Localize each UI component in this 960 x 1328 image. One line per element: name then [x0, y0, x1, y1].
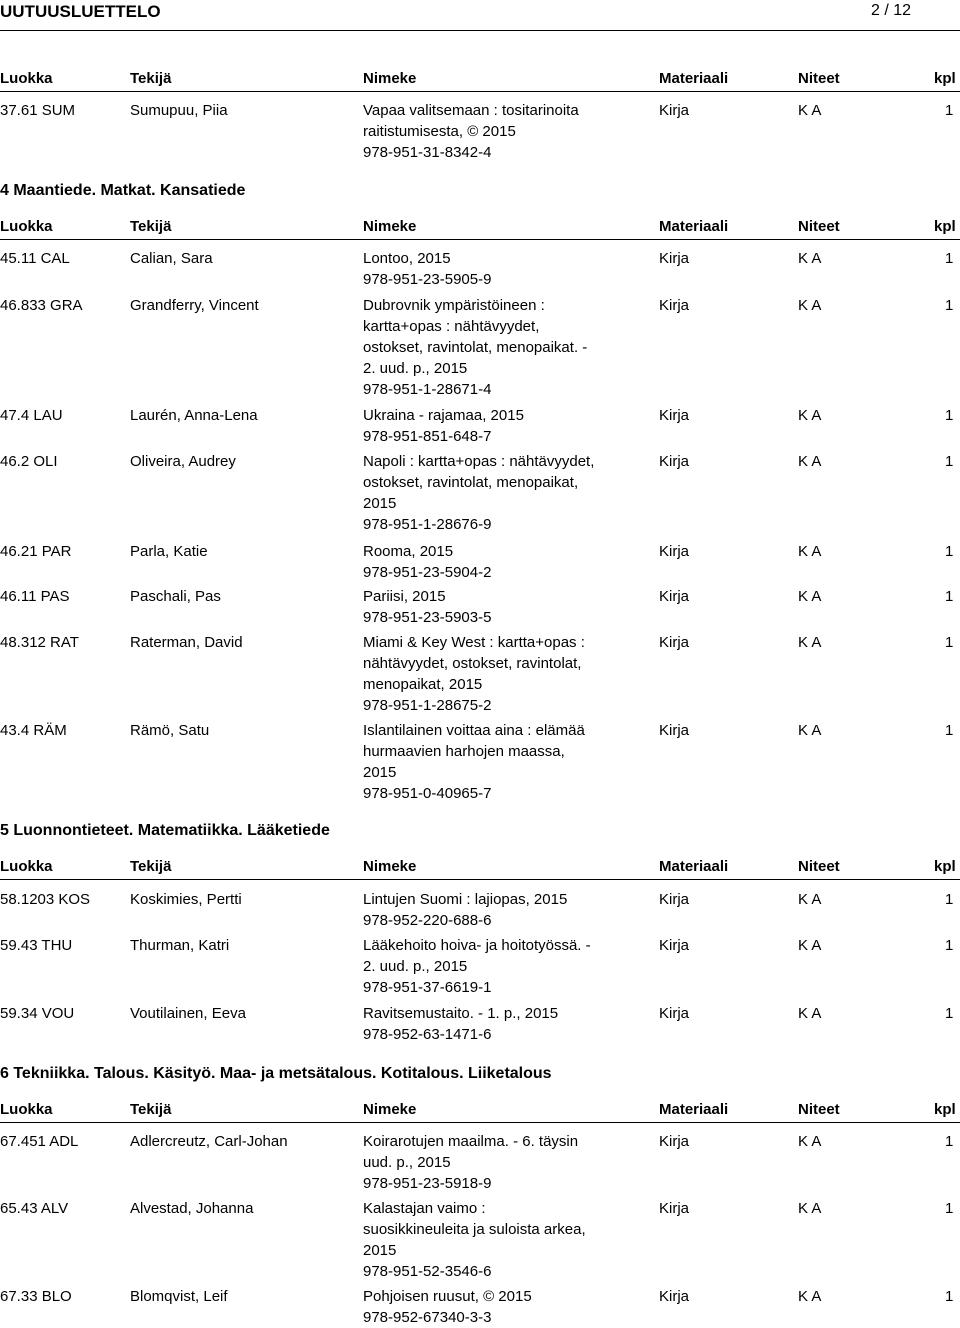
document-title: UUTUUSLUETTELO [0, 2, 161, 21]
copy-count: 1 [945, 543, 954, 560]
copies-location: K A [798, 250, 822, 267]
title-rule [0, 30, 960, 31]
class-code: 67.33 BLO [0, 1288, 72, 1305]
page-number: 2 [871, 2, 880, 19]
author: Blomqvist, Leif [130, 1288, 228, 1305]
copy-count: 1 [945, 891, 954, 908]
isbn: 978-951-23-5903-5 [363, 609, 492, 626]
copies-location: K A [798, 543, 822, 560]
class-code: 65.43 ALV [0, 1200, 69, 1217]
copies-location: K A [798, 722, 822, 739]
material: Kirja [659, 407, 690, 424]
material: Kirja [659, 297, 690, 314]
author: Voutilainen, Eeva [130, 1005, 246, 1022]
column-header-kpl: kpl [934, 70, 956, 87]
title-line: nähtävyydet, ostokset, ravintolat, [363, 655, 582, 672]
title-line: menopaikat, 2015 [363, 676, 483, 693]
title-line: 2015 [363, 495, 397, 512]
copy-count: 1 [945, 102, 954, 119]
copies-location: K A [798, 588, 822, 605]
isbn: 978-951-23-5905-9 [363, 271, 492, 288]
material: Kirja [659, 722, 690, 739]
column-header-kpl: kpl [934, 1101, 956, 1118]
title-line: Dubrovnik ympäristöineen : [363, 297, 545, 314]
title-line: kartta+opas : nähtävyydet, [363, 318, 540, 335]
column-header-niteet: Niteet [798, 1101, 840, 1118]
class-code: 58.1203 KOS [0, 891, 91, 908]
copies-location: K A [798, 1200, 822, 1217]
isbn: 978-951-52-3546-6 [363, 1263, 492, 1280]
title-line: raitistumisesta, © 2015 [363, 123, 516, 140]
page-total: 12 [893, 2, 912, 19]
material: Kirja [659, 937, 690, 954]
column-header-nimeke: Nimeke [363, 70, 417, 87]
column-header-nimeke: Nimeke [363, 218, 417, 235]
title-line: Lontoo, 2015 [363, 250, 451, 267]
copy-count: 1 [945, 588, 954, 605]
author: Laurén, Anna-Lena [130, 407, 258, 424]
author: Alvestad, Johanna [130, 1200, 254, 1217]
column-header-nimeke: Nimeke [363, 1101, 417, 1118]
title-line: uud. p., 2015 [363, 1154, 451, 1171]
author: Calian, Sara [130, 250, 213, 267]
author: Raterman, David [130, 634, 243, 651]
column-header-tekija: Tekijä [130, 1101, 172, 1118]
title-line: Lääkehoito hoiva- ja hoitotyössä. - [363, 937, 591, 954]
class-code: 67.451 ADL [0, 1133, 79, 1150]
author: Koskimies, Pertti [130, 891, 242, 908]
material: Kirja [659, 588, 690, 605]
column-header-materiaali: Materiaali [659, 218, 729, 235]
title-line: Pohjoisen ruusut, © 2015 [363, 1288, 532, 1305]
class-code: 46.21 PAR [0, 543, 72, 560]
column-header-materiaali: Materiaali [659, 70, 729, 87]
column-header-materiaali: Materiaali [659, 858, 729, 875]
header-rule [0, 239, 960, 240]
section-heading: 6 Tekniikka. Talous. Käsityö. Maa- ja metsätalous. Kotitalous. Liiketalous [0, 1065, 552, 1082]
author: Thurman, Katri [130, 937, 230, 954]
title-line: Koirarotujen maailma. - 6. täysin [363, 1133, 579, 1150]
copy-count: 1 [945, 407, 954, 424]
isbn: 978-951-31-8342-4 [363, 144, 492, 161]
title-line: Pariisi, 2015 [363, 588, 446, 605]
isbn: 978-951-23-5918-9 [363, 1175, 492, 1192]
page-indicator [871, 1, 911, 21]
column-header-tekija: Tekijä [130, 70, 172, 87]
title-line: 2. uud. p., 2015 [363, 360, 468, 377]
column-header-luokka: Luokka [0, 70, 53, 87]
copy-count: 1 [945, 1200, 954, 1217]
copy-count: 1 [945, 722, 954, 739]
column-header-kpl: kpl [934, 858, 956, 875]
class-code: 48.312 RAT [0, 634, 79, 651]
copies-location: K A [798, 937, 822, 954]
copies-location: K A [798, 407, 822, 424]
copy-count: 1 [945, 297, 954, 314]
author: Sumupuu, Piia [130, 102, 228, 119]
title-line: Napoli : kartta+opas : nähtävyydet, [363, 453, 595, 470]
author: Adlercreutz, Carl-Johan [130, 1133, 288, 1150]
section-heading: 5 Luonnontieteet. Matematiikka. Lääketiede [0, 822, 330, 839]
column-header-kpl: kpl [934, 218, 956, 235]
column-header-tekija: Tekijä [130, 858, 172, 875]
header-rule [0, 91, 960, 92]
title-line: Vapaa valitsemaan : tositarinoita [363, 102, 579, 119]
title-line: Lintujen Suomi : lajiopas, 2015 [363, 891, 568, 908]
material: Kirja [659, 1288, 690, 1305]
isbn: 978-951-851-648-7 [363, 428, 492, 445]
column-header-nimeke: Nimeke [363, 858, 417, 875]
material: Kirja [659, 634, 690, 651]
class-code: 37.61 SUM [0, 102, 76, 119]
material: Kirja [659, 1005, 690, 1022]
isbn: 978-951-1-28676-9 [363, 516, 492, 533]
header-rule [0, 1122, 960, 1123]
copies-location: K A [798, 1005, 822, 1022]
title-line: 2015 [363, 1242, 397, 1259]
copies-location: K A [798, 1288, 822, 1305]
isbn: 978-952-63-1471-6 [363, 1026, 492, 1043]
title-line: Kalastajan vaimo : [363, 1200, 486, 1217]
copies-location: K A [798, 297, 822, 314]
copy-count: 1 [945, 634, 954, 651]
page-separator: / [884, 2, 889, 19]
material: Kirja [659, 250, 690, 267]
class-code: 46.833 GRA [0, 297, 83, 314]
author: Paschali, Pas [130, 588, 221, 605]
isbn: 978-951-37-6619-1 [363, 979, 492, 996]
class-code: 46.2 OLI [0, 453, 58, 470]
header-rule [0, 879, 960, 880]
column-header-niteet: Niteet [798, 218, 840, 235]
title-line: Rooma, 2015 [363, 543, 454, 560]
class-code: 59.43 THU [0, 937, 73, 954]
title-line: suosikkineuleita ja suloista arkea, [363, 1221, 586, 1238]
copies-location: K A [798, 634, 822, 651]
title-line: Islantilainen voittaa aina : elämää [363, 722, 585, 739]
author: Oliveira, Audrey [130, 453, 236, 470]
class-code: 59.34 VOU [0, 1005, 75, 1022]
isbn: 978-951-1-28675-2 [363, 697, 492, 714]
title-line: 2. uud. p., 2015 [363, 958, 468, 975]
column-header-niteet: Niteet [798, 858, 840, 875]
material: Kirja [659, 1200, 690, 1217]
title-line: ostokset, ravintolat, menopaikat, [363, 474, 579, 491]
author: Parla, Katie [130, 543, 208, 560]
title-line: 2015 [363, 764, 397, 781]
isbn: 978-951-23-5904-2 [363, 564, 492, 581]
copies-location: K A [798, 891, 822, 908]
copy-count: 1 [945, 1133, 954, 1150]
copies-location: K A [798, 453, 822, 470]
copy-count: 1 [945, 453, 954, 470]
column-header-materiaali: Materiaali [659, 1101, 729, 1118]
class-code: 43.4 RÄM [0, 722, 67, 739]
material: Kirja [659, 543, 690, 560]
material: Kirja [659, 1133, 690, 1150]
column-header-tekija: Tekijä [130, 218, 172, 235]
title-line: Miami & Key West : kartta+opas : [363, 634, 585, 651]
class-code: 47.4 LAU [0, 407, 63, 424]
title-line: Ravitsemustaito. - 1. p., 2015 [363, 1005, 559, 1022]
copy-count: 1 [945, 250, 954, 267]
copy-count: 1 [945, 1005, 954, 1022]
isbn: 978-952-220-688-6 [363, 912, 492, 929]
isbn: 978-951-1-28671-4 [363, 381, 492, 398]
column-header-luokka: Luokka [0, 1101, 53, 1118]
material: Kirja [659, 102, 690, 119]
title-line: Ukraina - rajamaa, 2015 [363, 407, 524, 424]
copies-location: K A [798, 1133, 822, 1150]
column-header-luokka: Luokka [0, 218, 53, 235]
material: Kirja [659, 453, 690, 470]
section-heading: 4 Maantiede. Matkat. Kansatiede [0, 182, 246, 199]
isbn: 978-952-67340-3-3 [363, 1309, 492, 1326]
title-line: ostokset, ravintolat, menopaikat. - [363, 339, 588, 356]
author: Rämö, Satu [130, 722, 210, 739]
author: Grandferry, Vincent [130, 297, 259, 314]
column-header-niteet: Niteet [798, 70, 840, 87]
title-line: hurmaavien harhojen maassa, [363, 743, 565, 760]
column-header-luokka: Luokka [0, 858, 53, 875]
material: Kirja [659, 891, 690, 908]
copies-location: K A [798, 102, 822, 119]
copy-count: 1 [945, 1288, 954, 1305]
class-code: 45.11 CAL [0, 250, 70, 267]
class-code: 46.11 PAS [0, 588, 70, 605]
isbn: 978-951-0-40965-7 [363, 785, 492, 802]
copy-count: 1 [945, 937, 954, 954]
